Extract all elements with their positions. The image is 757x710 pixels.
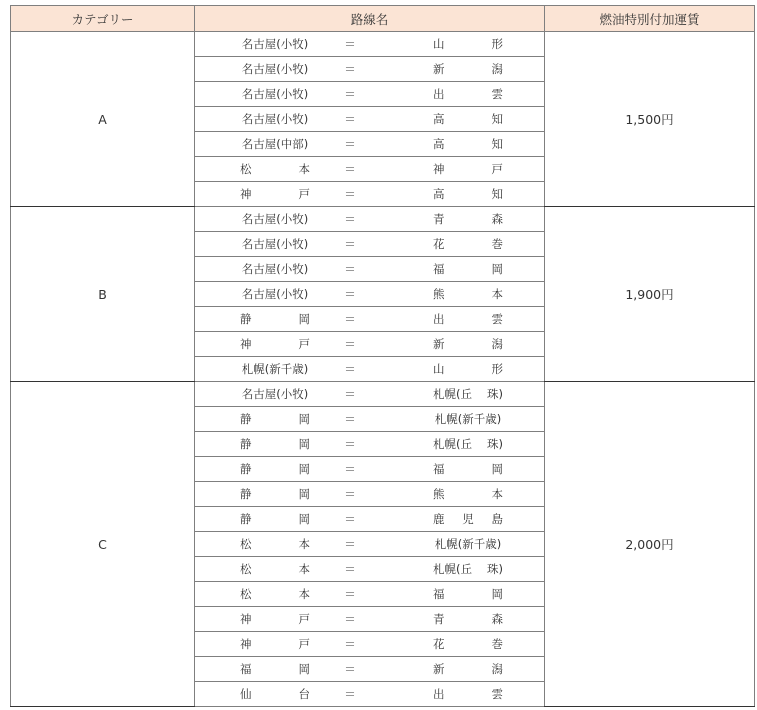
- route-origin: [240, 536, 310, 552]
- route-cell: [195, 607, 545, 632]
- route-origin: [240, 261, 310, 277]
- route-cell: [195, 307, 545, 332]
- route-destination: [433, 386, 503, 402]
- route-cell: [195, 657, 545, 682]
- route-destination-part: 岡: [491, 262, 503, 276]
- route-origin-part: 戸: [298, 637, 310, 651]
- route-cell: [195, 132, 545, 157]
- route-origin-part: 戸: [298, 612, 310, 626]
- route-line: [195, 532, 544, 556]
- route-origin-part: 名古屋(小牧): [241, 262, 309, 276]
- route-destination-part: 知: [491, 112, 503, 126]
- route-origin-part: 岡: [298, 412, 310, 426]
- route-origin: [240, 211, 310, 227]
- route-separator: ＝: [344, 537, 356, 551]
- route-line: [195, 107, 544, 131]
- route-origin: [240, 661, 310, 677]
- route-destination: [433, 686, 503, 702]
- route-origin: [240, 61, 310, 77]
- route-destination: [433, 311, 503, 327]
- route-origin-part: 名古屋(小牧): [241, 237, 309, 251]
- route-destination: [433, 461, 503, 477]
- route-origin-part: 名古屋(小牧): [241, 287, 309, 301]
- route-origin: [240, 636, 310, 652]
- route-origin-part: 仙: [240, 687, 252, 701]
- route-line: [195, 657, 544, 681]
- route-destination-part: 札幌(丘: [433, 387, 472, 401]
- route-destination-part: 島: [491, 512, 503, 526]
- route-destination-part: 潟: [491, 62, 503, 76]
- route-line: [195, 382, 544, 406]
- route-cell: [195, 57, 545, 82]
- route-cell: [195, 282, 545, 307]
- route-destination-part: 新: [433, 662, 445, 676]
- route-origin-part: 静: [240, 462, 252, 476]
- route-separator: ＝: [344, 287, 356, 301]
- route-destination-part: 福: [433, 262, 445, 276]
- route-destination-part: 札幌(新千歳): [434, 537, 502, 551]
- route-cell: [195, 482, 545, 507]
- route-destination-part: 珠): [487, 387, 503, 401]
- route-separator: ＝: [344, 587, 356, 601]
- route-destination-part: 新: [433, 62, 445, 76]
- route-line: [195, 582, 544, 606]
- route-destination-part: 福: [433, 462, 445, 476]
- route-destination-part: 山: [433, 37, 445, 51]
- route-destination: [433, 361, 503, 377]
- route-origin-part: 岡: [298, 462, 310, 476]
- route-line: [195, 432, 544, 456]
- route-origin-part: 静: [240, 487, 252, 501]
- route-destination-part: 巻: [491, 237, 503, 251]
- route-line: [195, 607, 544, 631]
- route-destination: [433, 36, 503, 52]
- route-origin-part: 松: [240, 587, 252, 601]
- route-origin: [240, 311, 310, 327]
- route-destination: [433, 636, 503, 652]
- route-separator: ＝: [344, 337, 356, 351]
- route-line: [195, 482, 544, 506]
- route-cell: [195, 382, 545, 407]
- fuel-surcharge-table: [10, 5, 755, 707]
- route-origin-part: 本: [298, 562, 310, 576]
- category-cell: C: [11, 382, 195, 707]
- route-destination-part: 花: [433, 637, 445, 651]
- route-cell: [195, 32, 545, 57]
- route-cell: [195, 182, 545, 207]
- route-destination-part: 巻: [491, 637, 503, 651]
- route-origin-part: 静: [240, 437, 252, 451]
- route-destination-part: 形: [491, 362, 503, 376]
- route-destination-part: 雲: [491, 687, 503, 701]
- route-destination-part: 山: [433, 362, 445, 376]
- route-destination: [433, 286, 503, 302]
- route-destination-part: 花: [433, 237, 445, 251]
- route-cell: [195, 207, 545, 232]
- route-origin-part: 本: [298, 162, 310, 176]
- route-destination: [433, 436, 503, 452]
- route-origin-part: 岡: [298, 662, 310, 676]
- table-row: [11, 32, 755, 57]
- route-origin-part: 岡: [298, 312, 310, 326]
- route-separator: ＝: [344, 637, 356, 651]
- route-destination-part: 潟: [491, 337, 503, 351]
- route-origin: [240, 86, 310, 102]
- route-destination-part: 森: [491, 612, 503, 626]
- route-separator: ＝: [344, 87, 356, 101]
- route-origin-part: 名古屋(中部): [241, 137, 309, 151]
- route-separator: ＝: [344, 612, 356, 626]
- route-destination-part: 森: [491, 212, 503, 226]
- table-row: [11, 382, 755, 407]
- route-destination-part: 高: [433, 187, 445, 201]
- route-separator: ＝: [344, 562, 356, 576]
- route-separator: ＝: [344, 362, 356, 376]
- route-cell: [195, 632, 545, 657]
- route-cell: [195, 557, 545, 582]
- route-cell: [195, 332, 545, 357]
- route-origin-part: 神: [240, 187, 252, 201]
- route-origin-part: 松: [240, 537, 252, 551]
- route-destination-part: 岡: [491, 587, 503, 601]
- route-origin-part: 名古屋(小牧): [241, 212, 309, 226]
- route-destination-part: 熊: [433, 287, 445, 301]
- route-destination-part: 本: [491, 487, 503, 501]
- route-origin-part: 札幌(新千歳): [241, 362, 309, 376]
- route-destination: [433, 661, 503, 677]
- route-separator: ＝: [344, 37, 356, 51]
- route-destination-part: 雲: [491, 87, 503, 101]
- route-line: [195, 32, 544, 56]
- route-origin-part: 名古屋(小牧): [241, 62, 309, 76]
- surcharge-cell: 2,000円: [545, 382, 755, 707]
- route-separator: ＝: [344, 212, 356, 226]
- route-destination-part: 本: [491, 287, 503, 301]
- route-line: [195, 232, 544, 256]
- route-cell: [195, 82, 545, 107]
- route-destination-part: 神: [433, 162, 445, 176]
- route-destination: [433, 486, 503, 502]
- route-destination-part: 鹿: [433, 512, 445, 526]
- route-destination-part: 戸: [491, 162, 503, 176]
- route-destination-part: 潟: [491, 662, 503, 676]
- route-destination-part: 熊: [433, 487, 445, 501]
- route-origin: [240, 111, 310, 127]
- route-origin-part: 神: [240, 337, 252, 351]
- route-line: [195, 257, 544, 281]
- route-line: [195, 207, 544, 231]
- route-cell: [195, 257, 545, 282]
- route-destination-part: 青: [433, 612, 445, 626]
- route-origin: [240, 611, 310, 627]
- route-origin: [240, 36, 310, 52]
- route-line: [195, 282, 544, 306]
- route-separator: ＝: [344, 162, 356, 176]
- route-line: [195, 507, 544, 531]
- route-separator: ＝: [344, 662, 356, 676]
- route-destination-part: 知: [491, 137, 503, 151]
- route-destination-part: 札幌(丘: [433, 437, 472, 451]
- table-body: [11, 32, 755, 707]
- route-origin-part: 戸: [298, 187, 310, 201]
- route-origin: [240, 236, 310, 252]
- route-destination-part: 形: [491, 37, 503, 51]
- route-destination: [433, 261, 503, 277]
- route-origin-part: 岡: [298, 487, 310, 501]
- surcharge-cell: 1,500円: [545, 32, 755, 207]
- route-destination: [433, 411, 503, 427]
- route-destination-part: 札幌(新千歳): [434, 412, 502, 426]
- route-origin: [240, 586, 310, 602]
- route-origin-part: 名古屋(小牧): [241, 387, 309, 401]
- route-destination: [433, 536, 503, 552]
- route-destination: [433, 161, 503, 177]
- route-destination: [433, 61, 503, 77]
- route-origin-part: 岡: [298, 437, 310, 451]
- route-destination-part: 児: [462, 512, 474, 526]
- route-origin-part: 福: [240, 662, 252, 676]
- route-destination: [433, 86, 503, 102]
- route-origin: [240, 361, 310, 377]
- route-origin: [240, 286, 310, 302]
- route-destination-part: 岡: [491, 462, 503, 476]
- route-origin-part: 台: [298, 687, 310, 701]
- route-cell: [195, 232, 545, 257]
- route-cell: [195, 107, 545, 132]
- route-origin-part: 岡: [298, 512, 310, 526]
- route-destination-part: 高: [433, 112, 445, 126]
- header-row: [11, 6, 755, 32]
- route-line: [195, 132, 544, 156]
- route-origin-part: 松: [240, 562, 252, 576]
- route-separator: ＝: [344, 62, 356, 76]
- route-line: [195, 182, 544, 206]
- route-separator: ＝: [344, 412, 356, 426]
- route-destination-part: 出: [433, 312, 445, 326]
- route-destination: [433, 586, 503, 602]
- route-origin-part: 戸: [298, 337, 310, 351]
- route-origin: [240, 136, 310, 152]
- route-destination-part: 出: [433, 87, 445, 101]
- route-destination: [433, 511, 503, 527]
- route-separator: ＝: [344, 512, 356, 526]
- route-destination-part: 出: [433, 687, 445, 701]
- route-destination: [433, 111, 503, 127]
- category-cell: B: [11, 207, 195, 382]
- route-separator: ＝: [344, 262, 356, 276]
- route-origin: [240, 561, 310, 577]
- route-destination-part: 札幌(丘: [433, 562, 472, 576]
- route-origin: [240, 486, 310, 502]
- table-row: [11, 207, 755, 232]
- route-line: [195, 157, 544, 181]
- route-destination: [433, 236, 503, 252]
- route-destination-part: 青: [433, 212, 445, 226]
- header-category: カテゴリー: [11, 6, 195, 32]
- route-origin-part: 名古屋(小牧): [241, 87, 309, 101]
- route-line: [195, 457, 544, 481]
- route-origin: [240, 461, 310, 477]
- route-destination: [433, 336, 503, 352]
- route-destination: [433, 611, 503, 627]
- route-origin-part: 名古屋(小牧): [241, 112, 309, 126]
- route-destination: [433, 136, 503, 152]
- route-origin-part: 静: [240, 312, 252, 326]
- route-origin-part: 本: [298, 537, 310, 551]
- route-line: [195, 407, 544, 431]
- route-cell: [195, 507, 545, 532]
- route-destination: [433, 561, 503, 577]
- route-origin-part: 静: [240, 412, 252, 426]
- route-origin: [240, 186, 310, 202]
- route-line: [195, 82, 544, 106]
- route-line: [195, 557, 544, 581]
- route-origin: [240, 411, 310, 427]
- route-cell: [195, 407, 545, 432]
- route-origin: [240, 161, 310, 177]
- category-cell: A: [11, 32, 195, 207]
- route-separator: ＝: [344, 387, 356, 401]
- route-line: [195, 307, 544, 331]
- route-origin: [240, 686, 310, 702]
- route-separator: ＝: [344, 487, 356, 501]
- route-separator: ＝: [344, 437, 356, 451]
- route-destination-part: 雲: [491, 312, 503, 326]
- route-origin-part: 松: [240, 162, 252, 176]
- route-destination-part: 高: [433, 137, 445, 151]
- route-destination-part: 福: [433, 587, 445, 601]
- route-separator: ＝: [344, 237, 356, 251]
- route-origin-part: 神: [240, 612, 252, 626]
- route-separator: ＝: [344, 137, 356, 151]
- route-cell: [195, 682, 545, 707]
- header-fee: 燃油特別付加運賃: [545, 6, 755, 32]
- route-destination-part: 珠): [487, 562, 503, 576]
- route-origin: [240, 386, 310, 402]
- route-destination: [433, 186, 503, 202]
- route-cell: [195, 157, 545, 182]
- route-destination: [433, 211, 503, 227]
- route-cell: [195, 582, 545, 607]
- route-origin: [240, 436, 310, 452]
- route-separator: ＝: [344, 112, 356, 126]
- route-origin-part: 本: [298, 587, 310, 601]
- route-destination-part: 知: [491, 187, 503, 201]
- header-route: 路線名: [195, 6, 545, 32]
- surcharge-cell: 1,900円: [545, 207, 755, 382]
- route-separator: ＝: [344, 462, 356, 476]
- route-line: [195, 57, 544, 81]
- route-cell: [195, 432, 545, 457]
- route-line: [195, 632, 544, 656]
- route-line: [195, 682, 544, 706]
- route-origin: [240, 511, 310, 527]
- route-origin-part: 神: [240, 637, 252, 651]
- route-destination-part: 新: [433, 337, 445, 351]
- route-origin-part: 名古屋(小牧): [241, 37, 309, 51]
- route-destination-part: 珠): [487, 437, 503, 451]
- route-cell: [195, 532, 545, 557]
- route-origin: [240, 336, 310, 352]
- route-origin-part: 静: [240, 512, 252, 526]
- route-line: [195, 332, 544, 356]
- route-separator: ＝: [344, 312, 356, 326]
- route-cell: [195, 457, 545, 482]
- route-separator: ＝: [344, 687, 356, 701]
- route-cell: [195, 357, 545, 382]
- route-separator: ＝: [344, 187, 356, 201]
- route-line: [195, 357, 544, 381]
